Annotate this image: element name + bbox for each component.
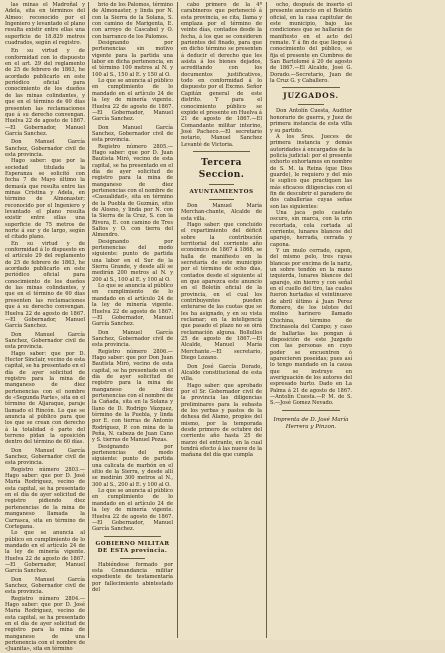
paragraph: En su virtud y de conformidad á lo dispuesto en el artículo 29 del reglamento de 25 de febrero de 1863, he acordado publicarlo en este periódico oficial para conocimiento de los dueños de las minas colindantes, y que en el término de 60 días presenten las reclamaciones que á su derecho convengan. Huelva 22 de agosto de 1867.—El Gobernador, Manuel García Sanchez.: [5, 240, 85, 330]
paragraph: Hago saber: que concluido el repartimiento del déficit sobre la contribución territorial del corriente año económico de 1867 á 1868, se halla de manifiesto en la secretaría de este municipio por el término de ocho días, contados desde el siguiente al en que aparezca este anuncio en el Boletín oficial de la provincia, en el cual los contribuyentes pueden enterarse de las cuotas que se les ha asignado, y en su vista reclamar; en la inteligencia que pasado el plazo no se oirá reclamación alguna. Bollullos 25 de agosto de 1867.—El Alcalde, Manuel María Merchante.—El secretario, Diego Lozano.: [181, 221, 262, 362]
notice-header: Don Manuel García Sanchez, Gobernador civil de esta provincia.: [5, 576, 85, 596]
section-divider: [209, 199, 234, 200]
paragraph: Registro número 2804.—Hago saber: que por D. José María Rodríguez, vecino de esta capital, se ha presentado en el día de ayer solicitud de registro para la mina de manganeso de una pertenencia con el nombre de «Juanita», sita en término: [5, 595, 85, 653]
section-divider: [209, 184, 234, 185]
paragraph: Registro número 2805.—Hago saber: que por D. Juan Bautista Miró, vecino de esta capital, se ha presentado en el día de ayer solicitud de registro para la mina de manganeso de diez pertenencias con el nombre de «Casualidad», sita en término de la Puebla de Guzmán, sitio de Alosno, y linda por N. con la Sierra de la Cruz, S. con la Rivera, E. con camino de Tres Saltos y O. con tierra del Almendro.: [92, 143, 173, 239]
printer-imprint: Imprenta de D. José María Herrera y Pinzon.: [273, 416, 349, 430]
paragraph: ocho, después de inserto el presente anuncio en el Boletín oficial, en la casa capitular de este municipio, bajo las condiciones que se hallarán de manifiesto en el acto del remate. Y á fin de que llegue á conocimiento del público, se fija el presente en Cumbres de San Bartolomé á 20 de agosto de 1867.—El Alcalde, José G. Dorado.—Secretario, Juan de la Cruz G. y Caballero.: [270, 2, 352, 85]
paragraph: las minas el Madroñal y Adela, sita en términos del Almeo: reconocido por el Ingeniero y levantado el plano resulta existir entre ellas una superficie de 18.829 metros cuadrados, según el registro.: [5, 2, 85, 47]
section-heading: Tercera Seccion.: [198, 157, 245, 180]
section-divider: [104, 536, 161, 537]
notice-header: Don Manuel María Merchan-chante, Alcalde de esta villa.: [181, 202, 262, 222]
paragraph: Registro número 2806.—Hago saber: que por Don Juan Bautista Miró, vecino de esta capital, se ha presentado en el día de ayer solicitud de registro para la mina de manganeso de diez pertenencias con el nombre de la Cañada, sita en la Solana y llano de D. Rodrigo Vázquez, término de la Puebla, y linda por E. con tierras de Antonio Rodríguez, P. con mina de la Peña, N. cabeza de Juan Cano y S. tierras de Manuel Pozas.: [92, 348, 173, 444]
paragraph: Lo que se anuncia al público en cumplimiento de lo mandado en el artículo 24 de la ley de minería vigente. Huelva 22 de agosto de 1867.—El Gobernador, Manuel García Sanchez.: [92, 283, 173, 328]
column-2: [92, 2, 173, 638]
paragraph: Designando por pertenencias del modo siguiente: punto de partida una calicata de marbón en el sitio de la Sierra, y desde allí se medirán 300 metros al N., 300 al S., 200 al E. y 100 al O.: [92, 443, 173, 488]
paragraph: En su virtud y de conformidad con lo dispuesto en el art. 29 del reglamento de 25 de febrero de 1863, he acordado publicarlo en este periódico oficial para conocimiento de los dueños de las minas colindantes, y que en el término de 60 días presenten las reclamaciones que á su derecho convengan. Huelva 22 de agosto de 1867.—El Gobernador, Manuel García Sanchez.: [5, 48, 85, 137]
paragraph: Lo que se anuncia al público en cumplimiento de lo mandado en el artículo 24 de la ley de minería vigente. Huelva 22 de agosto de 1867.—El Gobernador, Manuel García Sanchez.: [5, 530, 85, 575]
notice-header: Don Manuel García Sanchez, Gobernador civil de esta provincia.: [92, 124, 173, 144]
notice-header: Don Manuel García Sanchez, Gobernador civil de esta provincia.: [5, 331, 85, 351]
notice-header: Don José García Dorado, Alcalde constitucional de esta villa.: [181, 363, 262, 383]
paragraph: Lo que se anuncia al público en cumplimiento de lo mandado en el artículo 24 de la ley de minería vigente. Huelva 22 de agosto de 1867.—El Gobernador, Manuel García Sanchez.: [92, 488, 173, 533]
paragraph: Registro número 2803.—Hago saber: que por D. José María Rodríguez, vecino de esta capital, se ha presentado en el día de ayer solicitud de registro pidiendo diez pertenencias de la mina de manganeso llamada la Carrasca, sita en término de Cortegana.: [5, 466, 85, 530]
column-4: [270, 2, 352, 638]
section-heading: GOBIERNO MILITAR DE ESTA provincia.: [95, 540, 170, 554]
paragraph: Designando por pertenencias sin motivo vigente para la partida una labor en dicha pertenencia, en el término 100 metros al N. y 100 al S., 150 al E. y 150 al O.: [92, 40, 173, 78]
section-heading: JUZGADOS.: [283, 91, 339, 101]
section-divider: [120, 558, 145, 559]
column-1: [5, 2, 85, 653]
notice-header: Don Manuel García Sanchez, Gobernador civil de esta provincia.: [5, 139, 85, 158]
notice-header: Don Antolín Cuesta, Auditor honorario de guerra, y Juez de primera instancia de esta villa y su partido.: [270, 108, 352, 134]
notice-header: Don Manuel García Sanchez, Gobernador civil de esta provincia.: [92, 329, 173, 349]
subsection-heading: AYUNTAMIENTOS: [189, 188, 254, 195]
paragraph: Habiéndose formado por esta Comandancia militar expediente de testamentaría por fallecimiento abintestado del: [92, 561, 173, 593]
paragraph: Á los Sres. Jueces de primera instancia y demás autoridades á encargados de la policía judicial: por el presente exhorto exhortamos en nombre de S. M. la Reina (que Dios guarde), le requiero y del mío le suplico que practiquen las más eficaces diligencias con el fin de descubrir el paradero de dos caballerías cuyas señas son las siguientes:: [270, 133, 352, 210]
paragraph: brio de los Palomos, término de Almonaster, y linda por N. con la Sierra de la Solana, S. con camino de Marigenta, E. con arroyo de Cascabel y O. con barranco de los Palomos.: [92, 2, 173, 40]
column-rule: [177, 2, 178, 638]
column-3: [181, 2, 262, 638]
notice-header: Don Manuel García Sanchez, Gobernador civil de esta provincia.: [5, 447, 85, 467]
column-rule: [266, 2, 267, 638]
paragraph: Lo que se anuncia al público en cumplimiento de lo mandado en el artículo 24 de la ley de minería vigente. Huelva 22 de agosto de 1867.—El Gobernador, Manuel García Sanchez.: [92, 78, 173, 123]
paragraph: Una jaca pelo castaño oscuro, sin marca, con la crin recortada, cola cortada al corriente, lunares blancos del aparejo, herrada, cerrada y capona.: [270, 209, 352, 248]
paragraph: Designando por pertenencias del modo siguiente: punto de partida una labor en el Sur de la Sierra Grande, y desde allí se medirán 200 metros al N. y 200 al S., 100 al E. y 100 al O.: [92, 238, 173, 283]
paragraph: cabo primero de la 4ª carabineros que perteneció á esta provincia, se cita, llama y emplaza por el término de veinte días, contados desde la fecha, á los que se consideren parientes del finado, para que en dicho término se presenten á deducir el derecho que les asista á los bienes dejados, acreditando con los documentos justificativos, todo en conformidad á lo dispuesto por el Excmo. Señor Capitán general de este distrito. Y para el conocimiento público se expide el presente en Huelva á 21 de agosto de 1867.—El Comandante militar interino, José Pacheco.—El secretario notario, Manuel Sanchez Levanté de Victoria.: [181, 2, 262, 148]
paragraph: Hago saber: que por la sociedad titulada la Esperanza se solicitó con fecha 7 de Mayo último la demasía que resulta entre las minas Cristina y Adela, en término de Almonaster; reconocido por el Ingeniero y levantado el plano resulta existir entre ellas una superficie de 75 metros de norte á sur y de largo, según el citado plano.: [5, 158, 85, 241]
section-divider: [193, 151, 250, 152]
section-divider: [298, 104, 324, 105]
section-divider: [282, 87, 340, 88]
paragraph: Y un mulo cerrado, capon, del mismo pelo, tres rayas blancas por encima de la nariz, un sobre tendón en la mano izquierda, lunares blancos del aparejo, sin hierro y con señal en el cuello del tiro, las cuales fueron hurtadas el veintinueve de abril último á Juan Perez Romero, de los islotes del molino harinero llamado Chichina, término de Encinasola del Campo; y caso de hallarlas las pongan á disposición de este Juzgado con las personas en cuyo poder se encuentren ó aparecieren poseídas; pues así lo tengo mandado en la causa que se instruye en averiguación de los autores del espresado hurto. Dado en La Palma á 21 de agosto de 1867.—Antolín Cuesta.—P. M. de S. S.—José Gomez Nevado.: [270, 248, 352, 407]
column-rule: [88, 2, 89, 638]
section-divider: [282, 410, 340, 411]
paragraph: Hago saber: que por D. Hector Sinclair, vecino de esta capital, se ha presentado en el día de ayer solicitud de registro para la mina de manganeso de diez pertenencias con el nombre de «Segunda Parte», sita en el término de Aljaraque, paraje llamado el Rincón. Lo que se anuncia al público para que los que se crean con derecho á la totalidad ó parte del terreno pidan la oposición dentro del término de 60 días.: [5, 350, 85, 446]
paragraph: Hago saber: que aprobado por el Sr. Gobernador civil de la provincia las diligencias preliminares para la subasta de los yerbas y pastos de la dehesa del Alamo, propios del mismo, por la temporada desde primero de octubre del corriente año hasta 25 de marzo del entrante, en la cual tendrá efecto á las nueve de la mañana del día que cumpla: [181, 382, 262, 459]
